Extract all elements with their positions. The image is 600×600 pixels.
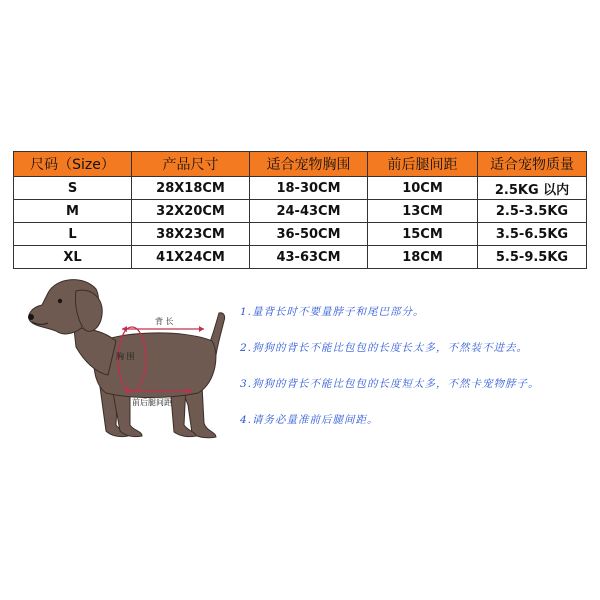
header-pet-chest: 适合宠物胸围 — [250, 152, 368, 177]
dog-neck — [74, 329, 116, 376]
cell-leg-distance: 10CM — [368, 177, 478, 200]
cell-size: S — [14, 177, 132, 200]
cell-product-size: 32X20CM — [132, 200, 250, 223]
cell-size: XL — [14, 246, 132, 269]
measurement-notes — [240, 300, 595, 444]
note-item: 4.请务必量准前后腿间距。 — [240, 414, 379, 426]
cell-pet-chest: 24-43CM — [250, 200, 368, 223]
cell-product-size: 41X24CM — [132, 246, 250, 269]
header-leg-distance: 前后腿间距 — [368, 152, 478, 177]
table-header-row — [14, 152, 587, 177]
cell-product-size: 28X18CM — [132, 177, 250, 200]
table-row — [14, 223, 587, 246]
table-row — [14, 246, 587, 269]
dog-illustration — [20, 275, 235, 445]
size-table — [13, 151, 587, 269]
cell-pet-weight: 3.5-6.5KG — [478, 223, 587, 246]
cell-pet-weight: 2.5-3.5KG — [478, 200, 587, 223]
cell-size: L — [14, 223, 132, 246]
note-item: 3.狗狗的背长不能比包包的长度短太多，不然卡宠物脖子。 — [240, 378, 540, 390]
table-row — [14, 177, 587, 200]
dog-measurement-diagram — [20, 275, 235, 445]
note-item: 1.量背长时不要量脖子和尾巴部分。 — [240, 306, 425, 318]
dog-nose — [28, 314, 34, 320]
table-row — [14, 200, 587, 223]
note-item: 2.狗狗的背长不能比包包的长度长太多，不然装不进去。 — [240, 342, 529, 354]
back-length-label: 背 长 — [155, 317, 174, 326]
cell-leg-distance: 18CM — [368, 246, 478, 269]
cell-pet-weight: 2.5KG 以内 — [478, 177, 587, 200]
chest-girth-label: 胸 围 — [116, 352, 135, 361]
cell-pet-chest: 36-50CM — [250, 223, 368, 246]
cell-leg-distance: 15CM — [368, 223, 478, 246]
header-pet-weight: 适合宠物质量 — [478, 152, 587, 177]
cell-pet-chest: 18-30CM — [250, 177, 368, 200]
cell-product-size: 38X23CM — [132, 223, 250, 246]
leg-distance-label: 前后腿间距 — [132, 398, 172, 407]
back-arrow-head-right — [199, 326, 204, 332]
cell-pet-chest: 43-63CM — [250, 246, 368, 269]
dog-eye — [58, 299, 62, 303]
cell-leg-distance: 13CM — [368, 200, 478, 223]
cell-pet-weight: 5.5-9.5KG — [478, 246, 587, 269]
header-product-size: 产品尺寸 — [132, 152, 250, 177]
header-size: 尺码（Size） — [14, 152, 132, 177]
cell-size: M — [14, 200, 132, 223]
